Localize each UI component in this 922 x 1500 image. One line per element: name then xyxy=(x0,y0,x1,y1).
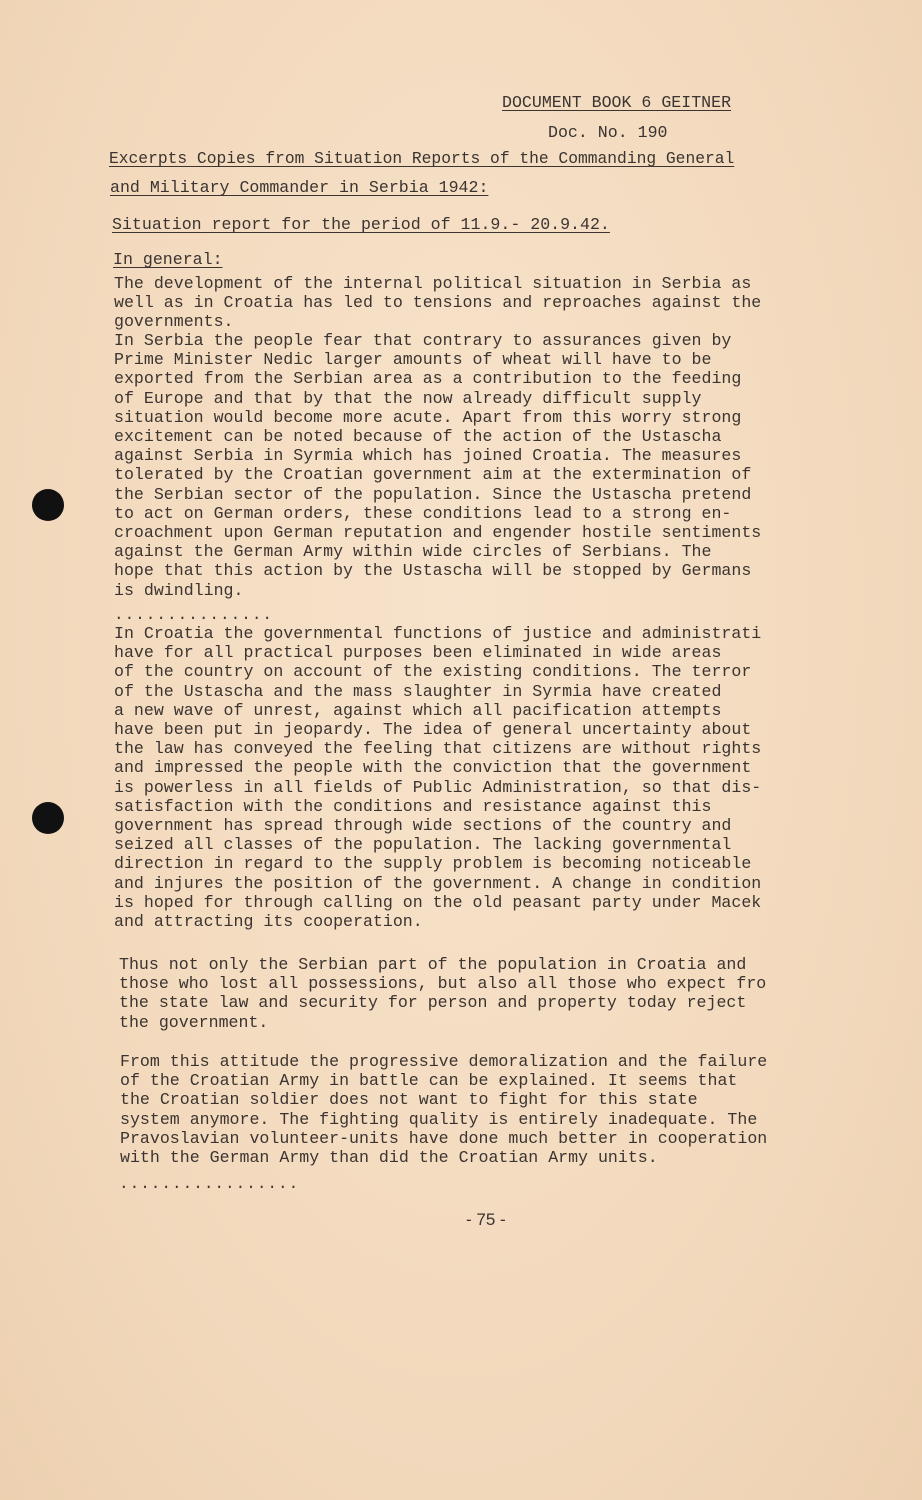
ellipsis-separator-1: ............... xyxy=(114,606,274,624)
text-line: is powerless in all fields of Public Administration, so that dis- xyxy=(114,777,762,797)
text-line: to act on German orders, these conditions lead to a strong en- xyxy=(114,503,732,523)
text-line: croachment upon German reputation and engender hostile sentiments xyxy=(114,523,762,543)
text-line: system anymore. The fighting quality is entirely inadequate. The xyxy=(120,1109,758,1129)
text-line: government has spread through wide sections of the country and xyxy=(114,816,732,836)
text-line: well as in Croatia has led to tensions and reproaches against the xyxy=(114,293,762,313)
text-line: have for all practical purposes been eliminated in wide areas xyxy=(114,643,722,663)
text-line: tolerated by the Croatian government aim at the extermination of xyxy=(114,465,752,485)
title-line-2: and Military Commander in Serbia 1942: xyxy=(110,178,489,197)
paragraph-1 xyxy=(114,274,874,332)
ellipsis-separator-2: ................. xyxy=(119,1175,300,1193)
text-line: The development of the internal political situation in Serbia as xyxy=(114,274,752,293)
text-line: against Serbia in Syrmia which has joined Croatia. The measures xyxy=(114,446,742,466)
text-line: the government. xyxy=(119,1012,269,1032)
text-line: of the country on account of the existing conditions. The terror xyxy=(114,662,752,682)
text-line: the Serbian sector of the population. Since the Ustascha pretend xyxy=(114,484,752,504)
text-line: against the German Army within wide circles of Serbians. The xyxy=(114,542,712,562)
text-line: have been put in jeopardy. The idea of general uncertainty about xyxy=(114,720,752,740)
text-line: of the Ustascha and the mass slaughter in Syrmia have created xyxy=(114,681,722,701)
text-line: the state law and security for person and property today reject xyxy=(119,993,747,1013)
page-number: - 75 - xyxy=(466,1210,506,1229)
text-line: those who lost all possessions, but also all those who expect fro xyxy=(119,974,767,994)
text-line: a new wave of unrest, against which all pacification attempts xyxy=(114,700,722,720)
text-line: is hoped for through calling on the old peasant party under Macek xyxy=(114,892,762,912)
text-line: with the German Army than did the Croatian Army units. xyxy=(120,1148,658,1168)
paragraph-army xyxy=(120,1052,880,1167)
text-line: Prime Minister Nedic larger amounts of wheat will have to be xyxy=(114,350,712,370)
text-line: of Europe and that by that the now already difficult supply xyxy=(114,388,702,408)
text-line: satisfaction with the conditions and resistance against this xyxy=(114,796,712,816)
text-line: seized all classes of the population. The lacking governmental xyxy=(114,835,732,855)
text-line: excitement can be noted because of the action of the Ustascha xyxy=(114,427,722,447)
text-line: and impressed the people with the conviction that the government xyxy=(114,758,752,778)
text-line: Pravoslavian volunteer-units have done much better in cooperation xyxy=(120,1128,768,1148)
punch-hole-bottom xyxy=(32,802,64,834)
text-line: and injures the position of the government. A change in condition xyxy=(114,873,762,893)
section-heading: In general: xyxy=(113,250,223,269)
text-line: In Serbia the people fear that contrary to assurances given by xyxy=(114,331,732,350)
title-line-1: Excerpts Copies from Situation Reports of the Commanding General xyxy=(109,149,735,168)
document-book-label: DOCUMENT BOOK 6 GEITNER xyxy=(502,93,732,112)
punch-hole-top xyxy=(32,489,64,521)
text-line: situation would become more acute. Apart from this worry strong xyxy=(114,407,742,427)
text-line: of the Croatian Army in battle can be explained. It seems that xyxy=(120,1071,738,1091)
text-line: the law has conveyed the feeling that citizens are without rights xyxy=(114,739,762,759)
paragraph-thus xyxy=(119,955,879,1032)
text-line: exported from the Serbian area as a contribution to the feeding xyxy=(114,369,742,389)
document-number: Doc. No. 190 xyxy=(548,123,668,142)
text-line: From this attitude the progressive demoralization and the failure xyxy=(120,1052,768,1071)
report-period-heading: Situation report for the period of 11.9.- 20.9.42. xyxy=(112,215,610,234)
text-line: governments. xyxy=(114,312,234,332)
text-line: Thus not only the Serbian part of the population in Croatia and xyxy=(119,955,747,974)
text-line: the Croatian soldier does not want to fight for this state xyxy=(120,1090,698,1110)
text-line: is dwindling. xyxy=(114,580,244,600)
paragraph-croatia xyxy=(114,624,874,931)
text-line: and attracting its cooperation. xyxy=(114,912,423,932)
text-line: direction in regard to the supply problem is becoming noticeable xyxy=(114,854,752,874)
text-line: In Croatia the governmental functions of justice and administrati xyxy=(114,624,762,643)
text-line: hope that this action by the Ustascha will be stopped by Germans xyxy=(114,561,752,581)
paragraph-serbia xyxy=(114,331,874,600)
